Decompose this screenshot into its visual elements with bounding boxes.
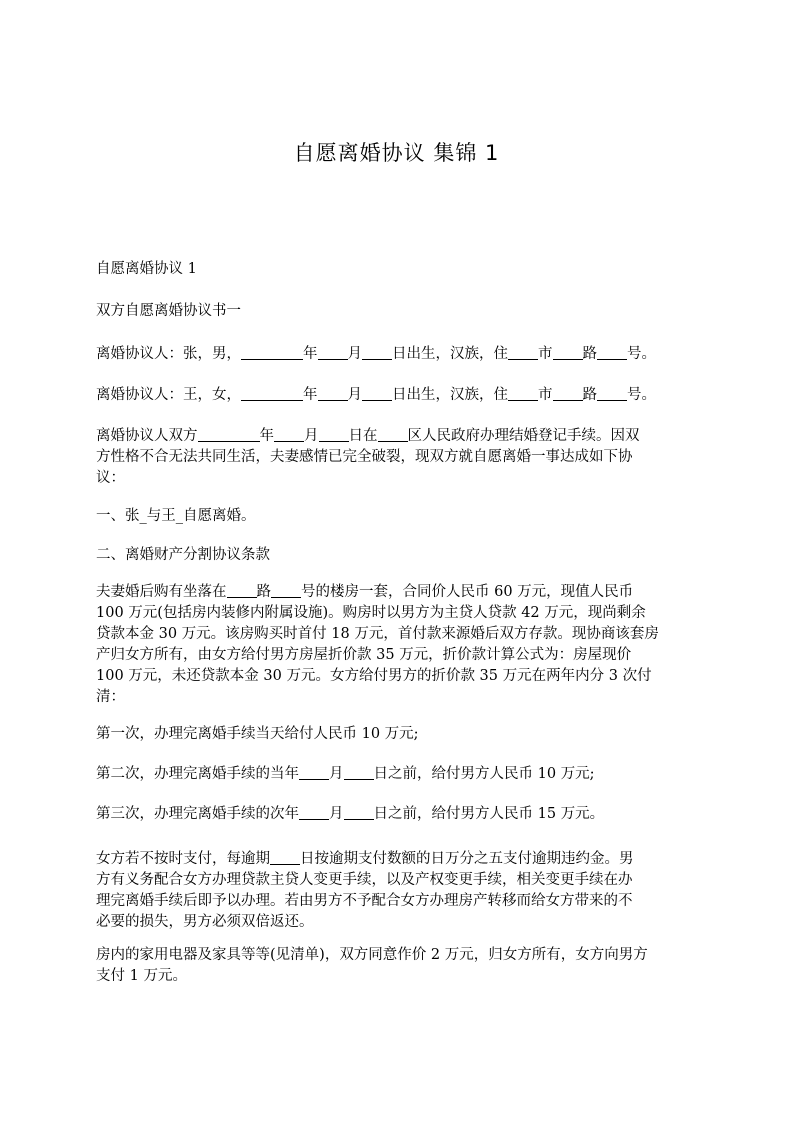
blank-field (553, 386, 583, 401)
blank-field (299, 805, 329, 820)
penalty-paragraph: 女方若不按时支付，每逾期 日按逾期支付数额的日万分之五支付逾期违约金。男 方有义务配合女方办理贷款主贷人变更手续，以及产权变更手续，相关变更手续在办 理完离婚手续后即予以办理。若由男方不予配合女方办理房产转移而给女方带来的不 必要的损失，男方必须双倍返还。 (96, 851, 634, 930)
payment-1: 第一次，办理完离婚手续当天给付人民币 10 万元; (96, 726, 419, 742)
blank-field (344, 805, 374, 820)
blank-field (241, 386, 303, 401)
payment-3: 第三次，办理完离婚手续的次年 月 日之前，给付男方人民币 15 万元。 (96, 806, 605, 822)
blank-field (597, 386, 627, 401)
marriage-paragraph: 离婚协议人双方 年 月 日在 区人民政府办理结婚登记手续。因双 方性格不合无法共同生活，夫妻感情已完全破裂，现双方就自愿离婚一事达成如下协 议： (96, 428, 640, 486)
blank-field (362, 386, 392, 401)
blank-field (508, 386, 538, 401)
party-2-line: 离婚协议人：王，女， 年 月 日出生，汉族，住 市 路 号。 (96, 387, 656, 403)
blank-field (344, 765, 374, 780)
blank-field (508, 345, 538, 360)
blank-field (318, 345, 348, 360)
document-title: 自愿离婚协议 集锦 1 (293, 141, 500, 165)
property-paragraph: 夫妻婚后购有坐落在 路 号的楼房一套，合同价人民币 60 万元，现值人民币 100 万元(包括房内装修内附属设施)。购房时以男方为主贷人贷款 42 万元，现尚剩余 贷款本金 30 万元。该房购买时首付 18 万元，首付款来源婚后双方存款。现协商该套房 产归女方所有，由女方给付男方房屋折价款 35 万元，折价款计算公式为：房屋现价 100 万元，未还贷款本金 30 万元。女方给付男方的折价款 35 万元在两年内分 3 次付 清： (96, 584, 659, 705)
agreement-subheading: 双方自愿离婚协议书一 (96, 303, 241, 319)
clause-2-heading: 二、离婚财产分割协议条款 (96, 547, 270, 563)
blank-field (227, 583, 257, 598)
blank-field (299, 765, 329, 780)
blank-field (274, 427, 304, 442)
blank-field (319, 427, 349, 442)
party-1-line: 离婚协议人：张，男， 年 月 日出生，汉族，住 市 路 号。 (96, 346, 656, 362)
blank-field (241, 345, 303, 360)
blank-field (318, 386, 348, 401)
clause-1: 一、张_与王_自愿离婚。 (96, 508, 256, 524)
blank-field (270, 850, 300, 865)
appliances-paragraph: 房内的家用电器及家具等等(见清单)，双方同意作价 2 万元，归女方所有，女方向男方 支付 1 万元。 (96, 947, 648, 984)
blank-field (597, 345, 627, 360)
payment-2: 第二次，办理完离婚手续的当年 月 日之前，给付男方人民币 10 万元; (96, 766, 595, 782)
blank-field (362, 345, 392, 360)
section-heading: 自愿离婚协议 1 (96, 261, 197, 277)
blank-field (553, 345, 583, 360)
blank-field (271, 583, 301, 598)
blank-field (378, 427, 408, 442)
blank-field (198, 427, 260, 442)
